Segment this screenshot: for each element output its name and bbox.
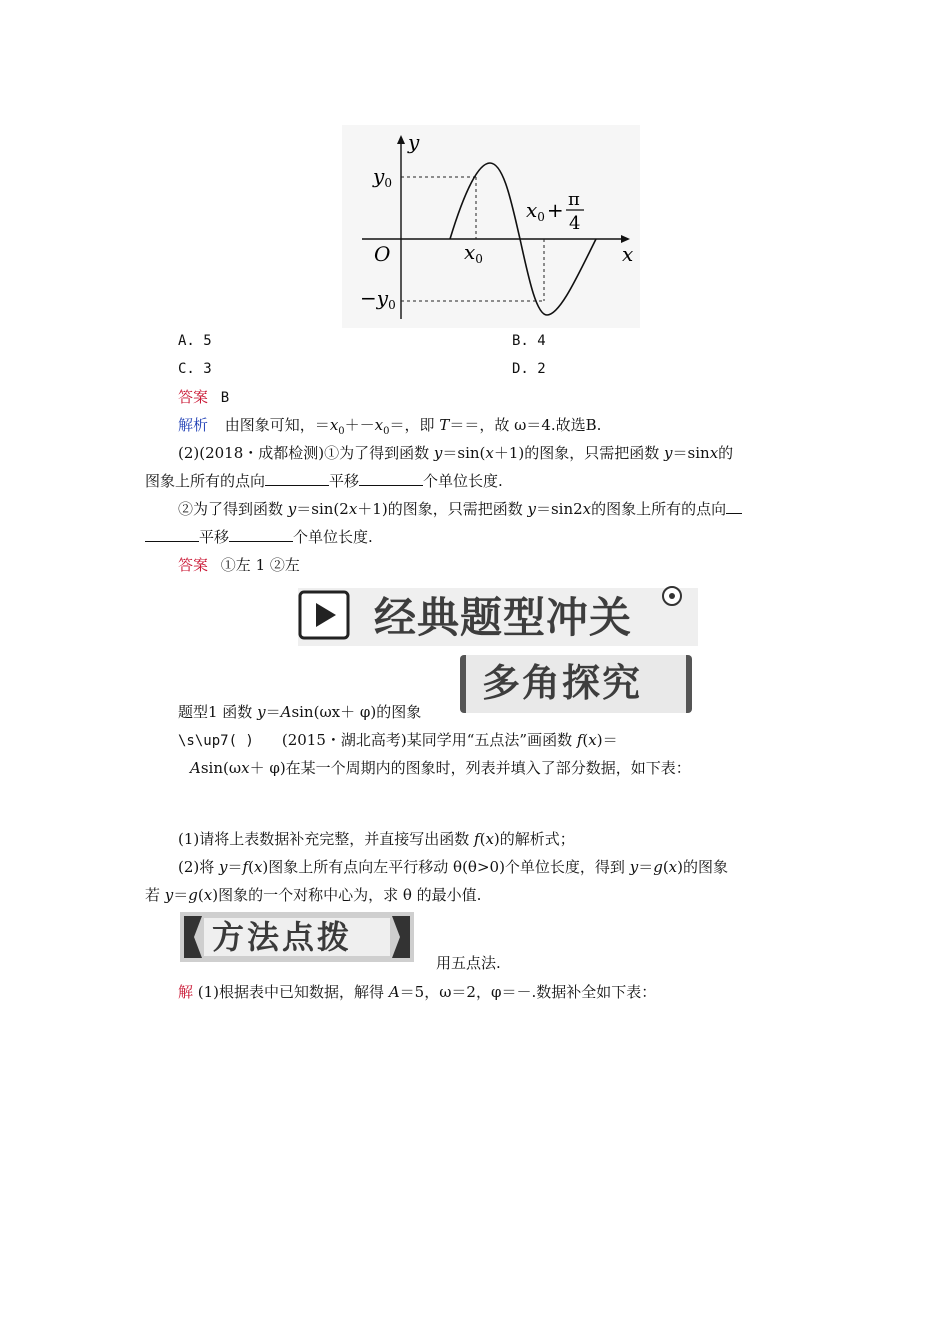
q2-line-2 — [145, 471, 503, 491]
text: 个单位长度. — [423, 472, 503, 490]
text: ＝sin2 — [535, 500, 583, 518]
problem-sub-2 — [178, 857, 728, 877]
var: f — [242, 858, 249, 876]
var: x — [709, 444, 719, 462]
text: 平移 — [329, 472, 360, 490]
banner-main-title: 经典题型冲关 — [374, 593, 633, 642]
option-d: D. 2 — [512, 361, 546, 377]
option-a: A. 5 — [178, 333, 212, 349]
x0-label: $x_0$ — [464, 240, 483, 266]
method-banner — [180, 912, 414, 962]
method-text: 用五点法. — [436, 954, 501, 972]
text: ＝ — [227, 858, 243, 876]
analysis-line — [178, 415, 601, 442]
option-c: C. 3 — [178, 361, 212, 377]
x0-plus-label: $x_0$ + — [526, 198, 564, 224]
answer-line-1 — [178, 387, 229, 408]
var: x — [582, 500, 592, 518]
sine-graph-svg — [342, 125, 640, 328]
text: 题型1 函数 — [178, 703, 258, 721]
var: y — [219, 858, 228, 876]
text: ＋1)的图象，只需把函数 — [357, 500, 528, 518]
analysis-var: x — [374, 416, 384, 434]
section-banner — [298, 580, 698, 650]
var: A — [388, 983, 400, 1001]
option-b: B. 4 — [512, 333, 546, 349]
text: 若 — [145, 886, 165, 904]
pi-label: π — [568, 189, 580, 210]
text: \s\up7( ) — [178, 733, 254, 749]
text: ＋1)的图象，只需把函数 — [493, 444, 665, 462]
blank-direction[interactable] — [265, 471, 329, 486]
var: f — [474, 830, 480, 848]
y-axis-arrow — [397, 135, 405, 144]
method-title: 方法点拨 — [212, 918, 353, 956]
analysis-text: ＝＝，故 ω＝4.故选B. — [449, 416, 602, 434]
var: g — [188, 886, 198, 904]
answer-label: 答案 — [178, 556, 209, 574]
text: 的 — [718, 444, 734, 462]
text: ＝5，ω＝2，φ＝－.数据补全如下表： — [399, 983, 657, 1001]
text: )＝ — [596, 731, 618, 749]
text: (2)将 — [178, 858, 220, 876]
blank-units[interactable] — [359, 471, 423, 486]
sub-banner — [460, 655, 692, 713]
ring-dot-icon — [669, 593, 675, 599]
text: ＝ — [265, 703, 281, 721]
sine-graph-figure — [342, 125, 640, 328]
problem-sub-1 — [178, 829, 575, 849]
var: y — [664, 444, 673, 462]
problem-line-2 — [190, 758, 691, 778]
var: x — [348, 500, 358, 518]
var: x — [668, 858, 678, 876]
q2-line-3 — [178, 499, 742, 519]
text: ( — [582, 731, 589, 749]
y0-label: $y_0$ — [373, 164, 392, 190]
var: y — [164, 886, 174, 904]
text: sin(ω — [200, 759, 242, 777]
var: y — [629, 858, 639, 876]
var: y — [287, 500, 297, 518]
text: ( — [662, 858, 669, 876]
var: x — [485, 444, 494, 462]
var: f — [576, 731, 583, 749]
neg-y0-label: $-y_0$ — [360, 286, 396, 312]
solution-line — [178, 982, 656, 1002]
text: ＝sin( — [442, 444, 486, 462]
var: y — [257, 703, 266, 721]
var: g — [653, 858, 663, 876]
four-label: 4 — [569, 213, 581, 234]
answer-value: ①左 1 ②左 — [220, 556, 300, 574]
text: ＝sin(2 — [296, 500, 349, 518]
analysis-sub: 0 — [338, 426, 345, 437]
answer-value: B — [220, 390, 230, 406]
blank-direction-2a[interactable] — [726, 499, 742, 514]
text: sin(ωx＋ φ)的图象 — [291, 703, 422, 721]
var: x — [485, 830, 494, 848]
text: ( — [479, 830, 486, 848]
text: ＝ — [173, 886, 189, 904]
analysis-var: T — [439, 416, 450, 434]
analysis-sub: 0 — [383, 426, 390, 437]
var: x — [588, 731, 597, 749]
analysis-text: ＋－ — [344, 416, 375, 434]
text: ＝sin — [672, 444, 710, 462]
text: ＋ φ)在某一个周期内的图象时，列表并填入了部分数据，如下表： — [249, 759, 691, 777]
analysis-label: 解析 — [178, 416, 209, 434]
analysis-text: ＝，即 — [389, 416, 440, 434]
q2-line-1 — [178, 443, 733, 463]
text: )的图象 — [677, 858, 728, 876]
var: A — [280, 703, 292, 721]
text: (1)根据表中已知数据，解得 — [193, 983, 389, 1001]
analysis-var: x — [329, 416, 339, 434]
q2-line-4 — [145, 527, 373, 547]
text: )的解析式； — [493, 830, 575, 848]
y-axis-label: y — [408, 130, 420, 154]
origin-label: O — [374, 242, 391, 266]
blank-units-2[interactable] — [229, 527, 293, 542]
var: x — [253, 858, 263, 876]
sub-banner-title: 多角探究 — [482, 661, 643, 705]
text: 平移 — [199, 528, 230, 546]
var: y — [433, 444, 443, 462]
var: y — [527, 500, 536, 518]
type-heading — [178, 702, 421, 722]
text: ( — [248, 858, 254, 876]
text: 个单位长度. — [293, 528, 373, 546]
text: ＝ — [638, 858, 654, 876]
solution-label: 解 — [178, 983, 194, 1001]
problem-sub-3 — [145, 885, 481, 905]
text: (2015・湖北高考)某同学用“五点法”画函数 — [281, 731, 577, 749]
text: )图象的一个对称中心为，求 θ 的最小值. — [212, 886, 482, 904]
text: ( — [197, 886, 204, 904]
x-axis-label: x — [622, 242, 634, 266]
text: )图象上所有点向左平行移动 θ(θ>0)个单位长度，得到 — [262, 858, 630, 876]
var: x — [203, 886, 213, 904]
text: 图象上所有的点向 — [145, 472, 266, 490]
blank-direction-2b[interactable] — [145, 527, 199, 542]
answer-label: 答案 — [178, 388, 209, 406]
analysis-text: 由图象可知，＝ — [224, 416, 330, 434]
text: (1)请将上表数据补充完整，并直接写出函数 — [178, 830, 475, 848]
var: A — [190, 759, 201, 777]
problem-line-1 — [178, 730, 618, 751]
var: x — [241, 759, 250, 777]
text: ②为了得到函数 — [178, 500, 288, 518]
text: 的图象上所有的点向 — [591, 500, 727, 518]
answer-line-2 — [178, 555, 300, 575]
text: (2)(2018・成都检测)①为了得到函数 — [178, 444, 434, 462]
